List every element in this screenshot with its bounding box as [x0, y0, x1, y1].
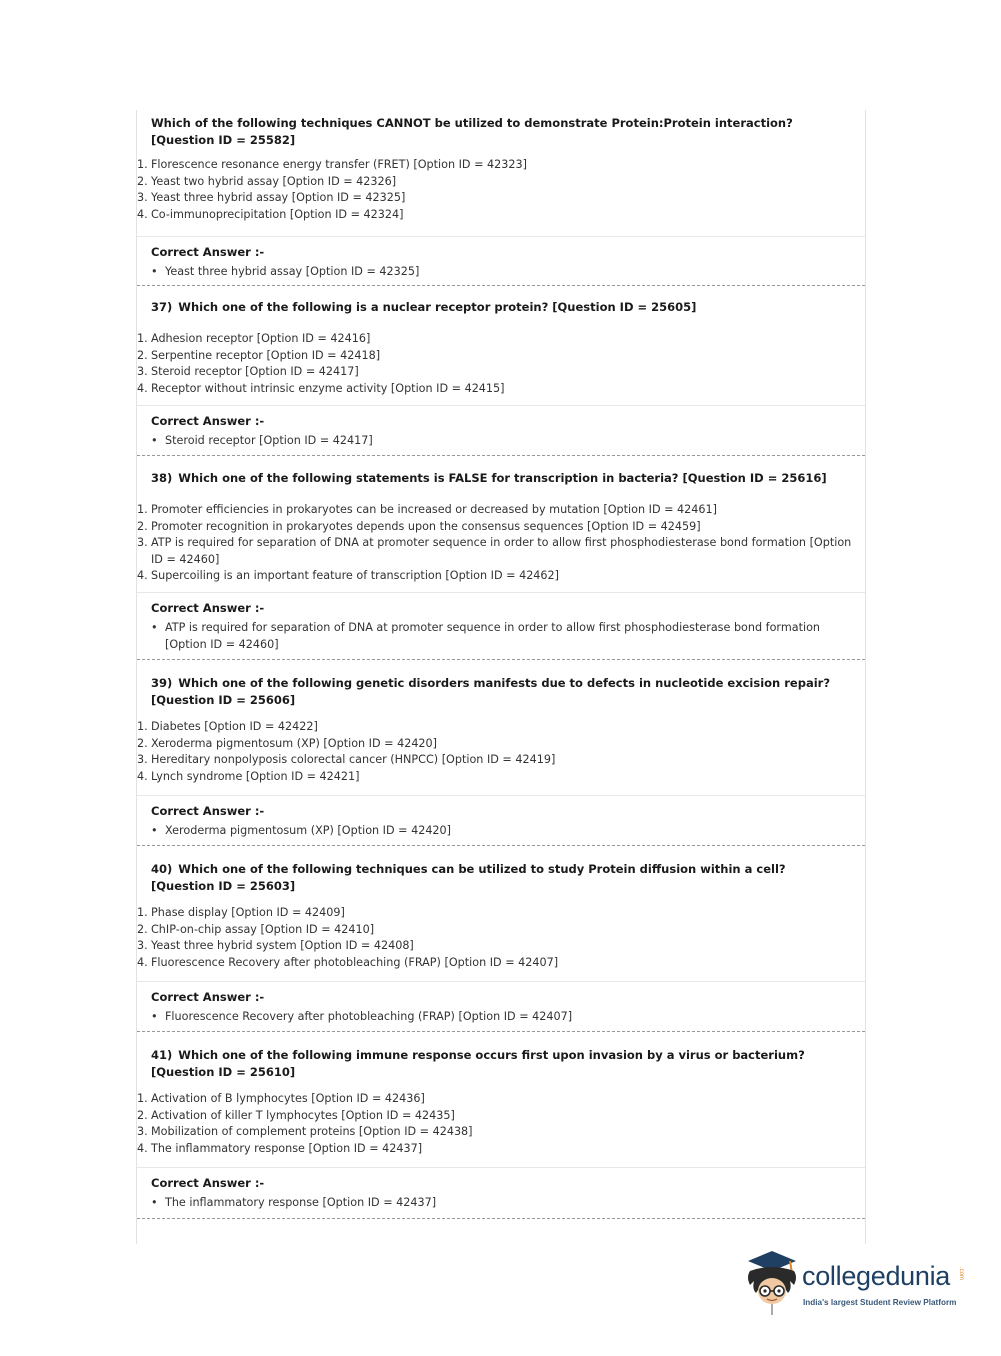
option-text: Receptor without intrinsic enzyme activity [Option ID = 42415] — [151, 381, 505, 395]
bullet-icon: • — [151, 1196, 158, 1209]
correct-answer-label: Correct Answer :- — [151, 990, 265, 1004]
option-text: Yeast three hybrid system [Option ID = 42408] — [151, 939, 414, 952]
option-index: 1. — [137, 503, 148, 516]
option-item — [137, 1124, 865, 1141]
option-item — [137, 207, 865, 224]
option-item — [137, 1108, 865, 1125]
option-item — [137, 938, 865, 955]
option-index: 4. — [137, 207, 148, 221]
option-item — [137, 331, 865, 348]
correct-answer-text: The inflammatory response [Option ID = 42437] — [165, 1196, 437, 1209]
correct-answer-text: Steroid receptor [Option ID = 42417] — [165, 434, 373, 447]
option-item — [137, 381, 865, 398]
option-item — [137, 922, 865, 939]
option-index: 3. — [137, 1125, 148, 1138]
option-text: Serpentine receptor [Option ID = 42418] — [151, 348, 381, 362]
option-item — [137, 1091, 865, 1108]
option-text: Mobilization of complement proteins [Option ID = 42438] — [151, 1125, 473, 1138]
question-text: Which one of the following techniques can be utilized to study Protein diffusion within a cell? [Question ID = 25603] — [151, 862, 786, 893]
correct-answer-item — [151, 263, 851, 280]
options-list — [137, 331, 865, 397]
correct-answer-label: Correct Answer :- — [151, 804, 265, 818]
option-item — [137, 174, 865, 191]
option-index: 2. — [137, 736, 148, 750]
option-text: Adhesion receptor [Option ID = 42416] — [151, 332, 371, 345]
option-item — [137, 157, 865, 174]
option-index: 4. — [137, 381, 148, 395]
option-index: 4. — [137, 1141, 148, 1155]
option-text: Florescence resonance energy transfer (FRET) [Option ID = 42323] — [151, 158, 527, 171]
question-title — [137, 861, 865, 895]
option-item — [137, 519, 865, 536]
option-text: ATP is required for separation of DNA at promoter sequence in order to allow first phosphodiesterase bond formation [Option ID = 42460] — [151, 536, 852, 566]
option-index: 3. — [137, 939, 148, 952]
option-text: Diabetes [Option ID = 42422] — [151, 720, 318, 733]
option-text: Lynch syndrome [Option ID = 42421] — [151, 769, 360, 783]
question-number: 41) — [151, 1048, 173, 1062]
option-text: Promoter recognition in prokaryotes depends upon the consensus sequences [Option ID = 42459] — [151, 519, 701, 533]
correct-answer-item — [151, 1008, 851, 1025]
option-item — [137, 348, 865, 365]
correct-answer-section — [137, 600, 865, 653]
option-item — [137, 736, 865, 753]
question-title — [137, 299, 865, 316]
correct-answer-item — [151, 432, 851, 449]
correct-answer-text: Xeroderma pigmentosum (XP) [Option ID = 42420] — [165, 824, 452, 837]
option-index: 4. — [137, 569, 148, 582]
options-list — [137, 1091, 865, 1157]
option-index: 3. — [137, 536, 148, 549]
option-item — [137, 568, 865, 585]
option-index: 3. — [137, 753, 148, 766]
question-text: Which of the following techniques CANNOT be utilized to demonstrate Protein:Protein interaction? [Question ID = 25582] — [151, 116, 793, 147]
question-text: Which one of the following genetic disorders manifests due to defects in nucleotide excision repair? [Question ID = 25606] — [151, 676, 830, 707]
correct-answer-text: Yeast three hybrid assay [Option ID = 42325] — [165, 265, 420, 278]
option-item — [137, 364, 865, 381]
correct-answer-text: Fluorescence Recovery after photobleaching (FRAP) [Option ID = 42407] — [165, 1010, 573, 1023]
question-block — [137, 285, 865, 455]
option-item — [137, 535, 865, 568]
question-number: 37) — [151, 300, 173, 314]
correct-answer-text: ATP is required for separation of DNA at promoter sequence in order to allow first phosphodiesterase bond formation [Option ID = 42460] — [165, 621, 821, 651]
option-item — [137, 905, 865, 922]
question-block — [137, 659, 865, 845]
logo-tagline: India's largest Student Review Platform — [803, 1298, 957, 1307]
option-item — [137, 752, 865, 769]
option-index: 1. — [137, 1092, 148, 1105]
option-item — [137, 190, 865, 207]
question-title — [137, 675, 865, 709]
option-index: 1. — [137, 906, 148, 919]
option-text: Supercoiling is an important feature of transcription [Option ID = 42462] — [151, 569, 560, 582]
correct-answer-section — [137, 1175, 865, 1211]
question-sheet — [136, 110, 866, 1244]
logo-domain-suffix: .com — [958, 1267, 964, 1281]
correct-answer-section — [137, 989, 865, 1025]
question-block — [137, 455, 865, 659]
option-text: Yeast three hybrid assay [Option ID = 42325] — [151, 191, 406, 204]
option-text: Xeroderma pigmentosum (XP) [Option ID = 42420] — [151, 736, 438, 750]
bullet-icon: • — [151, 265, 158, 278]
answer-divider — [137, 405, 865, 406]
question-text: Which one of the following immune response occurs first upon invasion by a virus or bacterium? [Question ID = 25610] — [151, 1048, 805, 1079]
question-number: 38) — [151, 471, 173, 485]
correct-answer-section — [137, 244, 865, 280]
answer-divider — [137, 236, 865, 237]
option-index: 2. — [137, 1108, 148, 1122]
answer-divider — [137, 592, 865, 593]
option-item — [137, 1141, 865, 1158]
question-separator — [137, 1218, 865, 1219]
option-text: Hereditary nonpolyposis colorectal cancer (HNPCC) [Option ID = 42419] — [151, 753, 556, 766]
option-index: 2. — [137, 922, 148, 936]
bullet-icon: • — [151, 824, 158, 837]
option-item — [137, 719, 865, 736]
question-block — [137, 110, 865, 285]
correct-answer-label: Correct Answer :- — [151, 414, 265, 428]
option-index: 2. — [137, 174, 148, 188]
options-list — [137, 502, 865, 585]
correct-answer-label: Correct Answer :- — [151, 245, 265, 259]
correct-answer-section — [137, 413, 865, 449]
correct-answer-item — [151, 619, 851, 653]
option-index: 4. — [137, 955, 148, 969]
question-number: 39) — [151, 676, 173, 690]
question-block — [137, 845, 865, 1031]
options-list — [137, 719, 865, 785]
question-number: 40) — [151, 862, 173, 876]
mascot-icon — [740, 1247, 804, 1317]
option-item — [137, 502, 865, 519]
answer-divider — [137, 1167, 865, 1168]
options-list — [137, 157, 865, 223]
question-text: Which one of the following is a nuclear receptor protein? [Question ID = 25605] — [178, 300, 697, 314]
option-index: 2. — [137, 519, 148, 533]
option-text: Activation of B lymphocytes [Option ID = 42436] — [151, 1092, 425, 1105]
correct-answer-label: Correct Answer :- — [151, 1176, 265, 1190]
question-text: Which one of the following statements is FALSE for transcription in bacteria? [Question ID = 25616] — [178, 471, 827, 485]
correct-answer-section — [137, 803, 865, 839]
option-index: 2. — [137, 348, 148, 362]
option-text: Activation of killer T lymphocytes [Option ID = 42435] — [151, 1108, 455, 1122]
option-text: Co-immunoprecipitation [Option ID = 42324] — [151, 207, 404, 221]
option-text: ChIP-on-chip assay [Option ID = 42410] — [151, 922, 375, 936]
correct-answer-item — [151, 1194, 851, 1211]
bullet-icon: • — [151, 1010, 158, 1023]
option-item — [137, 955, 865, 972]
option-text: The inflammatory response [Option ID = 42437] — [151, 1141, 423, 1155]
answer-divider — [137, 795, 865, 796]
correct-answer-item — [151, 822, 851, 839]
option-text: Steroid receptor [Option ID = 42417] — [151, 365, 359, 378]
logo-wordmark: collegedunia — [802, 1261, 951, 1291]
answer-divider — [137, 981, 865, 982]
option-index: 1. — [137, 332, 148, 345]
option-index: 4. — [137, 769, 148, 783]
option-text: Promoter efficiencies in prokaryotes can be increased or decreased by mutation [Option ID = 42461] — [151, 503, 717, 516]
option-text: Phase display [Option ID = 42409] — [151, 906, 345, 919]
option-index: 1. — [137, 158, 148, 171]
question-title — [137, 115, 865, 149]
option-index: 1. — [137, 720, 148, 733]
option-index: 3. — [137, 365, 148, 378]
option-text: Yeast two hybrid assay [Option ID = 42326] — [151, 174, 397, 188]
collegedunia-logo[interactable] — [740, 1247, 970, 1317]
question-title — [137, 1047, 865, 1081]
question-block — [137, 1031, 865, 1218]
question-title — [137, 470, 865, 487]
bullet-icon: • — [151, 621, 158, 634]
options-list — [137, 905, 865, 971]
option-item — [137, 769, 865, 786]
correct-answer-label: Correct Answer :- — [151, 601, 265, 615]
bullet-icon: • — [151, 434, 158, 447]
option-index: 3. — [137, 191, 148, 204]
option-text: Fluorescence Recovery after photobleaching (FRAP) [Option ID = 42407] — [151, 955, 559, 969]
